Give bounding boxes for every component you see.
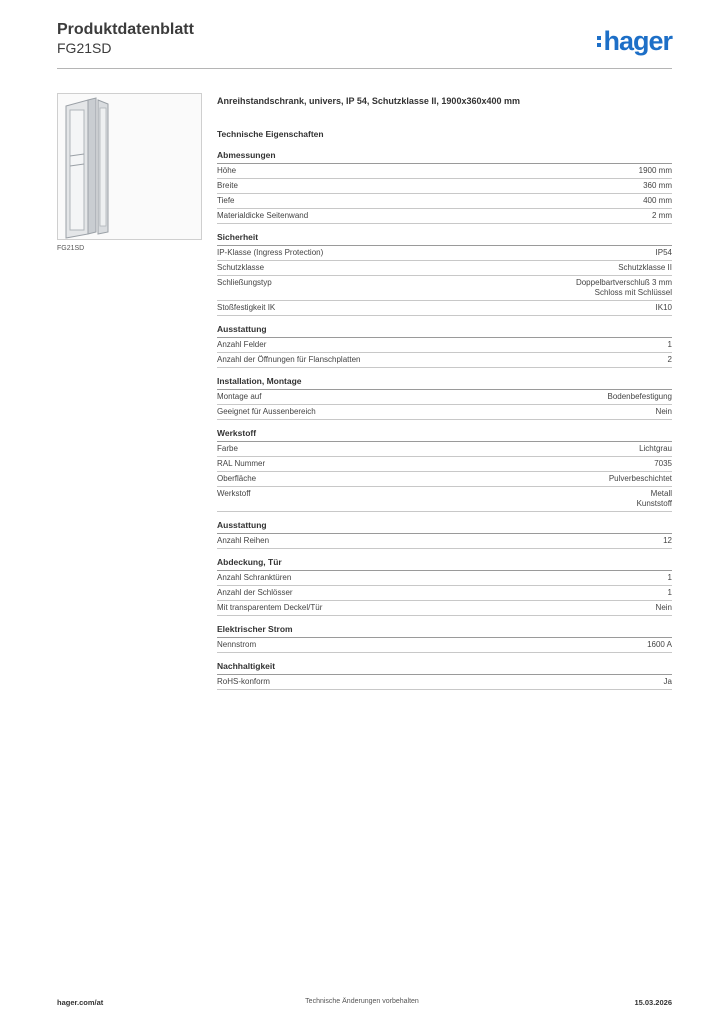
spec-value (668, 355, 672, 365)
spec-section (217, 324, 672, 368)
spec-value-line: Schloss mit Schlüssel (594, 288, 672, 297)
spec-value-line: Nein (655, 603, 672, 612)
spec-value-line: Bodenbefestigung (607, 392, 672, 401)
spec-sections (217, 150, 672, 690)
spec-label: IP-Klasse (Ingress Protection) (217, 248, 324, 257)
footer-date: 15.03.2026 (634, 998, 672, 1007)
spec-row (217, 534, 672, 549)
spec-value (637, 489, 672, 509)
section-title: Werkstoff (217, 428, 672, 442)
section-title: Ausstattung (217, 520, 672, 534)
spec-value-line: 1 (667, 588, 672, 597)
spec-row (217, 586, 672, 601)
spec-label: RoHS-konform (217, 677, 270, 686)
spec-value (618, 263, 672, 273)
spec-label: Werkstoff (217, 489, 251, 498)
spec-value-line: 1 (667, 340, 672, 349)
spec-label: Tiefe (217, 196, 235, 205)
spec-value-line: Doppelbartverschluß 3 mm (575, 278, 672, 287)
product-description: Anreihstandschrank, univers, IP 54, Schutzklasse II, 1900x360x400 mm (217, 96, 520, 106)
spec-label: Anzahl Schranktüren (217, 573, 292, 582)
spec-label: Geeignet für Aussenbereich (217, 407, 316, 416)
spec-section (217, 624, 672, 653)
spec-value-line: 1900 mm (638, 166, 672, 175)
spec-value (608, 392, 673, 402)
spec-row (217, 457, 672, 472)
spec-value-line: 400 mm (643, 196, 672, 205)
spec-label: Anzahl der Öffnungen für Flanschplatten (217, 355, 361, 364)
spec-row (217, 246, 672, 261)
spec-section (217, 557, 672, 616)
spec-row (217, 179, 672, 194)
spec-row (217, 601, 672, 616)
page-title: Produktdatenblatt (57, 21, 194, 38)
spec-row (217, 276, 672, 301)
spec-row (217, 338, 672, 353)
spec-label: Anzahl Reihen (217, 536, 270, 545)
spec-content (217, 96, 672, 698)
spec-section (217, 520, 672, 549)
spec-value (643, 181, 672, 191)
logo-wordmark: hager (603, 26, 672, 56)
spec-value (663, 536, 672, 546)
header-divider (57, 68, 672, 69)
spec-row (217, 571, 672, 586)
spec-value (668, 588, 672, 598)
spec-section (217, 150, 672, 224)
cabinet-illustration (58, 94, 201, 239)
spec-row (217, 194, 672, 209)
spec-label: Montage auf (217, 392, 262, 401)
spec-label: Materialdicke Seitenwand (217, 211, 309, 220)
spec-label: Farbe (217, 444, 238, 453)
section-title: Sicherheit (217, 232, 672, 246)
spec-row (217, 390, 672, 405)
spec-value-line: 7035 (654, 459, 672, 468)
spec-value-line: 360 mm (643, 181, 672, 190)
spec-value (654, 459, 672, 469)
spec-label: Anzahl Felder (217, 340, 267, 349)
spec-value (656, 603, 672, 613)
spec-value (668, 340, 672, 350)
spec-label: Schutzklasse (217, 263, 265, 272)
spec-section (217, 232, 672, 316)
spec-label: RAL Nummer (217, 459, 266, 468)
spec-value (656, 303, 672, 313)
spec-row (217, 405, 672, 420)
spec-section (217, 376, 672, 420)
spec-section (217, 661, 672, 690)
spec-value-line: Schutzklasse II (618, 263, 672, 272)
spec-value (656, 407, 672, 417)
spec-value-line: Kunststoff (636, 499, 672, 508)
spec-row (217, 209, 672, 224)
section-title: Nachhaltigkeit (217, 661, 672, 675)
spec-row (217, 638, 672, 653)
spec-value (647, 640, 672, 650)
spec-label: Breite (217, 181, 238, 190)
spec-label: Oberfläche (217, 474, 257, 483)
spec-label: Schließungstyp (217, 278, 272, 287)
spec-value (643, 196, 672, 206)
spec-row (217, 164, 672, 179)
spec-value (652, 211, 672, 221)
spec-value-line: 2 mm (652, 211, 672, 220)
section-title: Elektrischer Strom (217, 624, 672, 638)
spec-value-line: 12 (663, 536, 672, 545)
footer-website: hager.com/at (57, 998, 104, 1007)
spec-label: Anzahl der Schlösser (217, 588, 293, 597)
spec-row (217, 301, 672, 316)
spec-value-line: Pulverbeschichtet (608, 474, 672, 483)
image-caption: FG21SD (57, 245, 85, 252)
spec-value-line: 1600 A (647, 640, 672, 649)
hager-logo (597, 28, 672, 55)
spec-value (639, 444, 672, 454)
spec-row (217, 353, 672, 368)
spec-row (217, 675, 672, 690)
spec-value-line: Nein (655, 407, 672, 416)
spec-row (217, 487, 672, 512)
spec-value (656, 248, 672, 258)
spec-value (668, 573, 672, 583)
section-title: Abmessungen (217, 150, 672, 164)
spec-row (217, 442, 672, 457)
spec-value (576, 278, 672, 298)
logo-dots (597, 36, 601, 47)
product-image (57, 93, 202, 240)
spec-value-line: IP54 (655, 248, 672, 257)
spec-section (217, 428, 672, 512)
spec-value (639, 166, 672, 176)
spec-row (217, 261, 672, 276)
spec-value (664, 677, 672, 687)
footer-disclaimer: Technische Änderungen vorbehalten (305, 998, 419, 1005)
spec-value (609, 474, 672, 484)
spec-value-line: IK10 (655, 303, 672, 312)
spec-label: Nennstrom (217, 640, 257, 649)
section-title: Installation, Montage (217, 376, 672, 390)
spec-value-line: 1 (667, 573, 672, 582)
section-title: Ausstattung (217, 324, 672, 338)
section-title: Abdeckung, Tür (217, 557, 672, 571)
spec-label: Stoßfestigkeit IK (217, 303, 276, 312)
product-code: FG21SD (57, 40, 112, 56)
spec-value-line: 2 (667, 355, 672, 364)
spec-row (217, 472, 672, 487)
spec-value-line: Lichtgrau (639, 444, 672, 453)
spec-label: Höhe (217, 166, 237, 175)
spec-value-line: Ja (663, 677, 672, 686)
tech-properties-heading: Technische Eigenschaften (217, 129, 324, 139)
spec-value-line: Metall (650, 489, 672, 498)
spec-label: Mit transparentem Deckel/Tür (217, 603, 323, 612)
